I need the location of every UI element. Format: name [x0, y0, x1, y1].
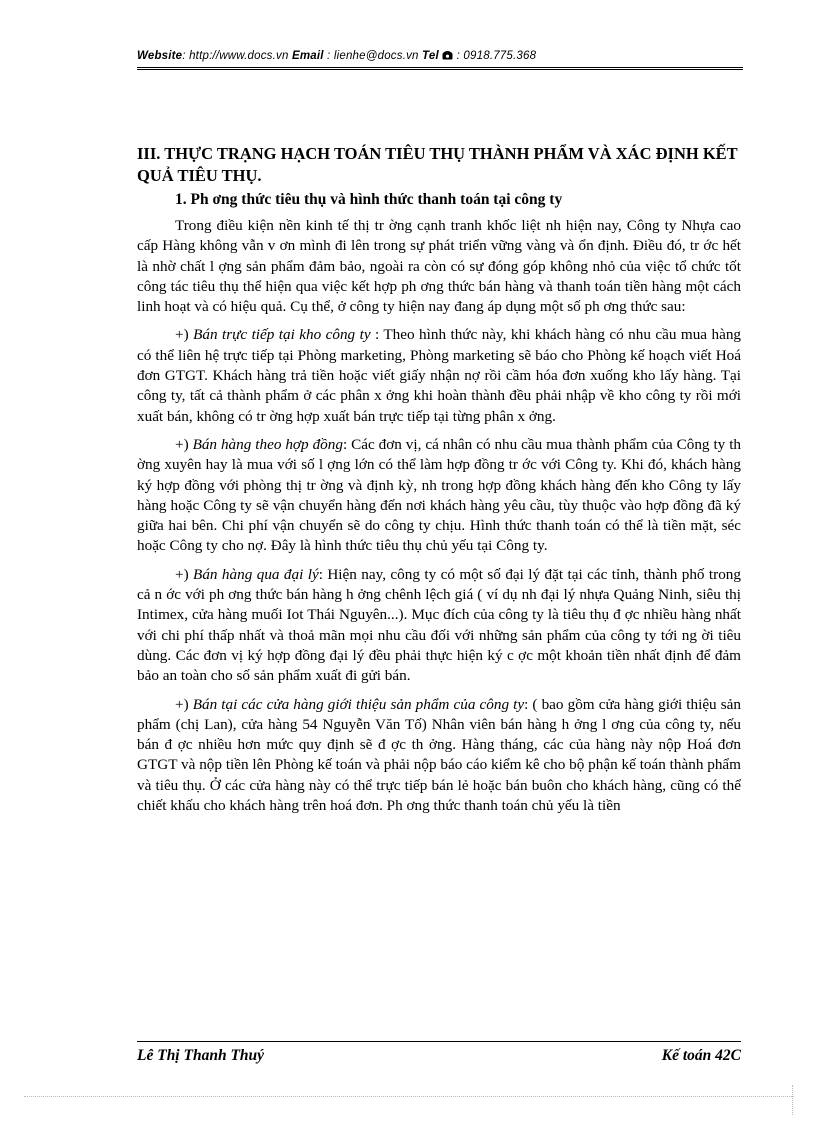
method-agent-paragraph	[137, 565, 741, 687]
bullet-prefix: +)	[175, 695, 193, 713]
method-description: : Theo hình thức này, khi khách hàng có nhu cầu mua hàng có thể liên hệ trực tiếp tại Phòng marketing, Phòng marketing sẽ báo cho Phòng kế hoạch viết Hoá đơn GTGT. Khách hàng trả tiền hoặc viết giấy nhận nợ rồi cầm hóa đơn xuống kho lấy hàng. Tại công ty, tất cả thành phẩm ở các phân x ởng khi hoàn thành đều phải nhập về kho công ty rồi mới xuất bán, không có tr ờng hợp xuất bán trực tiếp tại từng phân x ởng.	[137, 326, 742, 425]
method-contract-paragraph	[137, 435, 741, 557]
method-direct-sale-paragraph	[137, 325, 741, 426]
method-description: : Các đơn vị, cá nhân có nhu cầu mua thành phẩm của Công ty th ờng xuyên hay là mua với số l ợng lớn có thể làm hợp đồng tr ớc với Công ty. Khi đó, khách hàng ký hợp đồng với phòng thị tr ờng và định kỳ, nh trong hợp đồng khách hàng đến kho Công ty lấy hàng hoặc Công ty sẽ vận chuyển hàng đến nơi khách hàng yêu cầu, tùy thuộc vào hợp đồng đã ký giữa hai bên. Chi phí vận chuyển sẽ do công ty chịu. Hình thức thanh toán có thể là tiền mặt, séc hoặc Công ty cho nợ. Đây là hình thức tiêu thụ chủ yếu tại Công ty.	[137, 435, 742, 555]
footer-class: Kế toán 42C	[661, 1047, 741, 1064]
page-header	[137, 50, 743, 63]
method-term: Bán hàng theo hợp đồng	[192, 435, 343, 453]
subsection-title: 1. Ph ơng thức tiêu thụ và hình thức thanh toán tại công ty	[175, 191, 563, 208]
footer-author: Lê Thị Thanh Thuý	[137, 1047, 265, 1064]
tel-value: : 0918.775.368	[453, 50, 537, 62]
header-contact-line	[137, 50, 743, 63]
page-border-bottom	[24, 1096, 794, 1097]
method-store-paragraph	[137, 695, 741, 817]
telephone-icon	[442, 50, 453, 63]
intro-paragraph: Trong điều kiện nền kinh tế thị tr ờng cạnh tranh khốc liệt nh hiện nay, Công ty Nhựa cao cấp Hàng không vẫn v ơn mình đi lên trong sự phát triển vững vàng và ổn định. Điều đó, tr ớc hết là nhờ chất l ợng sản phẩm đảm bảo, ngoài ra còn có sự đóng góp không nhỏ của việc tổ chức tốt công tác tiêu thụ thể hiện qua việc kết hợp ph ơng thức bán hàng và thanh toán tiền hàng một cách linh hoạt và có hiệu quả. Cụ thể, ở công ty hiện nay đang áp dụng một số ph ơng thức sau:	[137, 217, 741, 316]
method-description: : Hiện nay, công ty có một số đại lý đặt tại các tỉnh, thành phố trong cả n ớc với ph ơng thức bán hàng h ởng chênh lệch giá ( ví dụ nh đại lý nhựa Quảng Ninh, siêu thị Intimex, cửa hàng muối Iot Thái Nguyên...). Mục đích của công ty là tiêu thụ đ ợc nhiều hàng nhất với chi phí thấp nhất và thoả mãn mọi nhu cầu đối với những sản phẩm của công ty tới ng ời tiêu dùng. Các đơn vị ký hợp đồng đại lý đều phải thực hiện ký c ợc một khoản tiền nhất định để đảm bảo an toàn cho số sản phẩm xuất đi gửi bán.	[137, 565, 741, 685]
email-value: : lienhe@docs.vn	[323, 50, 423, 62]
method-term: Bán trực tiếp tại kho công ty	[193, 326, 371, 344]
document-body	[137, 143, 741, 816]
method-term: Bán tại các cửa hàng giới thiệu sản phẩm của công ty	[192, 695, 525, 713]
bullet-prefix: +)	[175, 435, 193, 453]
website-value: : http://www.docs.vn	[182, 50, 292, 62]
method-term: Bán hàng qua đại lý	[193, 565, 319, 583]
method-description: : ( bao gồm cửa hàng giới thiệu sản phẩm (chị Lan), cửa hàng 54 Nguyễn Văn Tố) Nhân viên bán hàng h ởng l ơng của công ty, nếu bán đ ợc nhiều hơn mức quy định sẽ đ ợc th ởng. Hàng tháng, các của hàng này nộp Hoá đơn GTGT và nộp tiền lên Phòng kế toán và phải nộp báo cáo kiểm kê cho bộ phận kế toán thành phẩm và tiêu thụ. Ở các cửa hàng này có thể trực tiếp bán lẻ hoặc bán buôn cho khách hàng, cũng có thể chiết khấu cho khách hàng trên hoá đơn. Ph ơng thức thanh toán chủ yếu là tiền	[137, 695, 741, 815]
footer-divider	[137, 1041, 741, 1042]
header-divider	[137, 67, 743, 70]
page-border-right	[792, 1085, 793, 1115]
website-label: Website	[137, 50, 183, 62]
tel-label: Tel	[422, 50, 439, 62]
section-title: III. THỰC TRẠNG HẠCH TOÁN TIÊU THỤ THÀNH PHẨM VÀ XÁC ĐỊNH KẾT QUẢ TIÊU THỤ.	[137, 144, 738, 185]
bullet-prefix: +)	[175, 565, 194, 583]
email-label: Email	[291, 50, 324, 62]
bullet-prefix: +)	[175, 326, 194, 344]
